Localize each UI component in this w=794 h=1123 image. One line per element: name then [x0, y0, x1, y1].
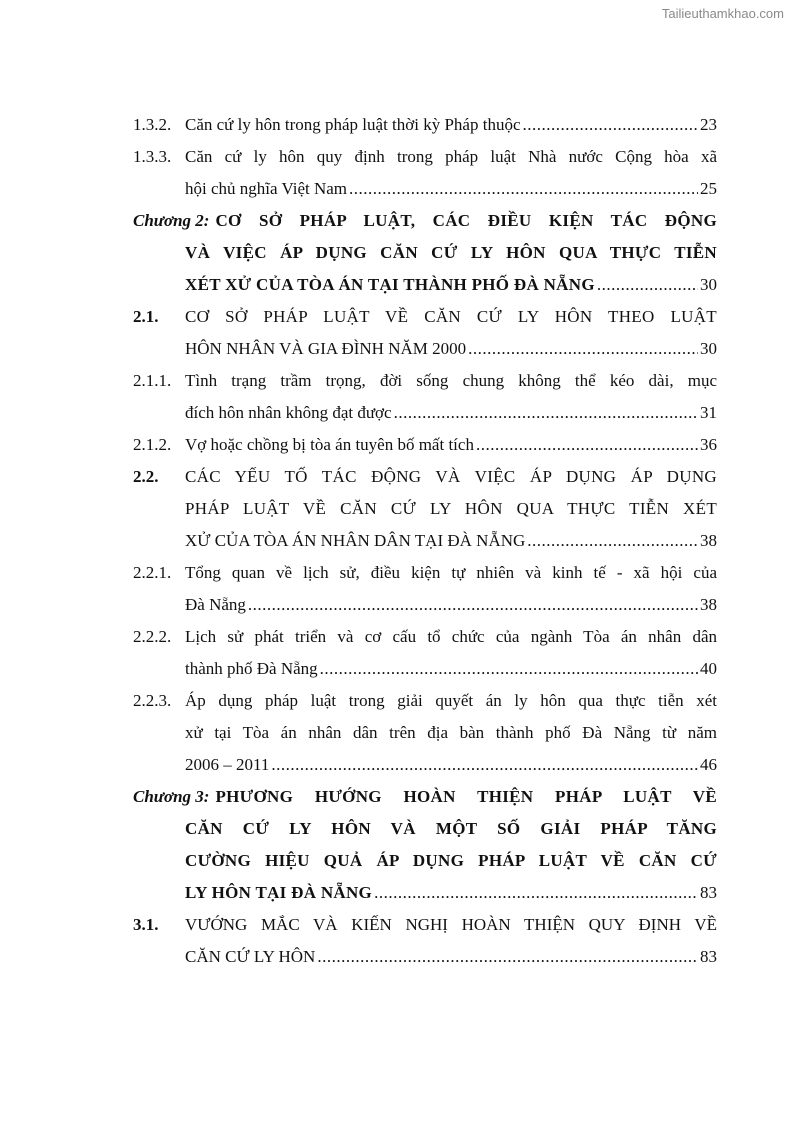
entry-title-line: CÁC YẾU TỐ TÁC ĐỘNG VÀ VIỆC ÁP DỤNG ÁP DỤNG	[185, 467, 717, 486]
dot-leader	[394, 397, 698, 429]
dot-leader	[523, 109, 699, 141]
page-number: 36	[700, 435, 717, 454]
page-number: 83	[700, 883, 717, 902]
toc-chapter-2[interactable]	[133, 205, 717, 301]
entry-title-line: xử tại Tòa án nhân dân trên địa bàn thành phố Đà Nẵng từ năm	[185, 723, 717, 742]
page-number: 83	[700, 947, 717, 966]
entry-title-line: Lịch sử phát triển và cơ cấu tổ chức của ngành Tòa án nhân dân	[185, 627, 717, 646]
chapter-label: Chương 2:	[133, 211, 210, 230]
chapter-title-line: XÉT XỬ CỦA TÒA ÁN TẠI THÀNH PHỐ ĐÀ NẴNG	[185, 275, 595, 294]
chapter-title-line: VÀ VIỆC ÁP DỤNG CĂN CỨ LY HÔN QUA THỰC TIỄN	[185, 243, 717, 262]
entry-number: 1.3.2.	[133, 115, 172, 134]
dot-leader	[317, 941, 698, 973]
table-of-contents	[133, 109, 717, 973]
entry-number: 2.1.2.	[133, 435, 172, 454]
dot-leader	[476, 429, 698, 461]
chapter-title-line: PHƯƠNG HƯỚNG HOÀN THIỆN PHÁP LUẬT VỀ	[215, 787, 717, 806]
toc-entry-2-2-1[interactable]	[133, 557, 717, 621]
toc-entry-2-2-3[interactable]	[133, 685, 717, 781]
dot-leader	[271, 749, 698, 781]
entry-title-line: thành phố Đà Nẵng	[185, 659, 318, 678]
chapter-title-line: LY HÔN TẠI ĐÀ NẴNG	[185, 883, 373, 902]
entry-number: 2.1.	[133, 307, 159, 326]
dot-leader	[597, 269, 698, 301]
toc-chapter-3[interactable]	[133, 781, 717, 909]
page-number: 30	[700, 275, 717, 294]
entry-title-line: Tình trạng trầm trọng, đời sống chung không thể kéo dài, mục	[185, 371, 717, 390]
entry-title-line: PHÁP LUẬT VỀ CĂN CỨ LY HÔN QUA THỰC TIỄN XÉT	[185, 499, 717, 518]
entry-number: 2.2.3.	[133, 691, 172, 710]
toc-entry-1-3-3[interactable]	[133, 141, 717, 205]
dot-leader	[349, 173, 698, 205]
dot-leader	[468, 333, 698, 365]
entry-number: 2.2.	[133, 467, 159, 486]
entry-number: 2.2.2.	[133, 627, 172, 646]
entry-title-line: 2006 – 2011	[185, 755, 270, 774]
entry-title-line: đích hôn nhân không đạt được	[185, 403, 392, 422]
entry-title: Vợ hoặc chồng bị tòa án tuyên bố mất tích	[185, 435, 474, 454]
chapter-title-line: CƯỜNG HIỆU QUẢ ÁP DỤNG PHÁP LUẬT VỀ CĂN CỨ	[185, 851, 717, 870]
entry-title-line: CƠ SỞ PHÁP LUẬT VỀ CĂN CỨ LY HÔN THEO LUẬT	[185, 307, 717, 326]
entry-title-line: CĂN CỨ LY HÔN	[185, 947, 316, 966]
toc-entry-3-1[interactable]	[133, 909, 717, 973]
page-number: 25	[700, 179, 717, 198]
entry-number: 1.3.3.	[133, 147, 172, 166]
toc-entry-1-3-2[interactable]	[133, 109, 717, 141]
entry-title-line: Tổng quan về lịch sử, điều kiện tự nhiên và kinh tế - xã hội của	[185, 563, 717, 582]
page-number: 38	[700, 531, 717, 550]
page-number: 38	[700, 595, 717, 614]
chapter-label: Chương 3:	[133, 787, 210, 806]
entry-number: 3.1.	[133, 915, 159, 934]
chapter-title-line: CƠ SỞ PHÁP LUẬT, CÁC ĐIỀU KIỆN TÁC ĐỘNG	[215, 211, 717, 230]
dot-leader	[374, 877, 698, 909]
entry-number: 2.1.1.	[133, 371, 172, 390]
chapter-title-line: CĂN CỨ LY HÔN VÀ MỘT SỐ GIẢI PHÁP TĂNG	[185, 819, 717, 838]
page-number: 23	[700, 115, 717, 134]
entry-title-line: Áp dụng pháp luật trong giải quyết án ly hôn qua thực tiễn xét	[185, 691, 717, 710]
watermark: Tailieuthamkhao.com	[661, 6, 784, 21]
entry-title-line: hội chủ nghĩa Việt Nam	[185, 179, 348, 198]
page-number: 46	[700, 755, 717, 774]
toc-entry-2-2-2[interactable]	[133, 621, 717, 685]
dot-leader	[320, 653, 698, 685]
dot-leader	[248, 589, 698, 621]
page-number: 30	[700, 339, 717, 358]
page-number: 40	[700, 659, 717, 678]
page-number: 31	[700, 403, 717, 422]
entry-title-line: Căn cứ ly hôn quy định trong pháp luật Nhà nước Cộng hòa xã	[185, 147, 717, 166]
entry-title-line: VƯỚNG MẮC VÀ KIẾN NGHỊ HOÀN THIỆN QUY ĐỊNH VỀ	[185, 915, 717, 934]
toc-entry-2-2[interactable]	[133, 461, 717, 557]
entry-title-line: Đà Nẵng	[185, 595, 246, 614]
toc-entry-2-1[interactable]	[133, 301, 717, 365]
entry-number: 2.2.1.	[133, 563, 172, 582]
toc-entry-2-1-1[interactable]	[133, 365, 717, 429]
entry-title-line: HÔN NHÂN VÀ GIA ĐÌNH NĂM 2000	[185, 339, 467, 358]
dot-leader	[527, 525, 698, 557]
entry-title: Căn cứ ly hôn trong pháp luật thời kỳ Pháp thuộc	[185, 115, 521, 134]
toc-entry-2-1-2[interactable]	[133, 429, 717, 461]
entry-title-line: XỬ CỦA TÒA ÁN NHÂN DÂN TẠI ĐÀ NẴNG	[185, 531, 526, 550]
